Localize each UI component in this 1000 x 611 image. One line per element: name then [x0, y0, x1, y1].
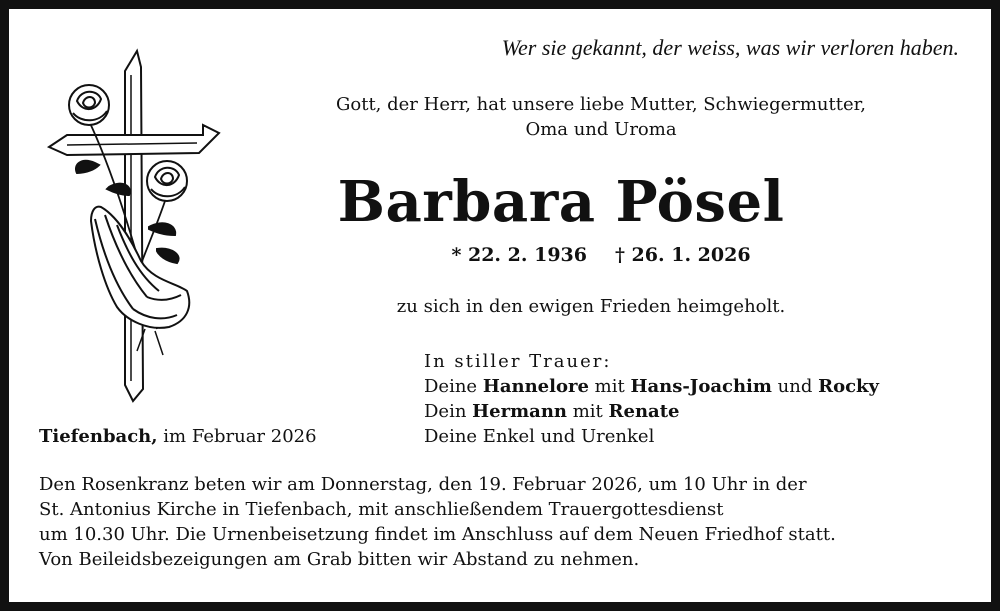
death-date: † 26. 1. 2026: [615, 244, 751, 266]
intro-text: [281, 92, 921, 142]
mourner-connector: mit: [572, 401, 603, 422]
mourners-heading: In stiller Trauer:: [424, 351, 612, 372]
mourner-name: Renate: [608, 401, 680, 422]
mourner-name: Hans-Joachim: [630, 376, 772, 397]
mourners-list: [424, 349, 879, 449]
mourners-line-1: [424, 374, 879, 399]
cross-roses-praying-hands-icon: [37, 39, 237, 409]
mourner-name: Hermann: [472, 401, 567, 422]
service-notice: [39, 472, 984, 572]
place-town: Tiefenbach,: [39, 426, 158, 447]
place-month: im Februar 2026: [163, 426, 317, 447]
life-dates: [281, 244, 921, 266]
mourner-connector: und: [777, 376, 813, 397]
motto-quote: Wer sie gekannt, der weiss, was wir verloren haben.: [501, 35, 959, 60]
place-and-date: [39, 426, 317, 447]
mourner-connector: mit: [594, 376, 625, 397]
mourner-name: Hannelore: [482, 376, 589, 397]
notice-line: um 10.30 Uhr. Die Urnenbeisetzung findet im Anschluss auf dem Neuen Friedhof statt.: [39, 524, 836, 545]
birth-date: * 22. 2. 1936: [451, 244, 587, 266]
notice-line: St. Antonius Kirche in Tiefenbach, mit anschließendem Trauergottesdienst: [39, 499, 724, 520]
mourners-line-3: Deine Enkel und Urenkel: [424, 426, 655, 447]
mourner-prefix: Dein: [424, 401, 467, 422]
notice-line: Den Rosenkranz beten wir am Donnerstag, den 19. Februar 2026, um 10 Uhr in der: [39, 474, 807, 495]
intro-line-2: Oma und Uroma: [525, 119, 677, 140]
mourner-name: Rocky: [818, 376, 879, 397]
intro-line-1: Gott, der Herr, hat unsere liebe Mutter, Schwiegermutter,: [336, 94, 866, 115]
mourner-prefix: Deine: [424, 376, 478, 397]
called-home-text: zu sich in den ewigen Frieden heimgeholt.: [396, 296, 786, 317]
notice-line: Von Beileidsbezeigungen am Grab bitten wir Abstand zu nehmen.: [39, 549, 640, 570]
mourners-line-2: [424, 399, 879, 424]
deceased-name: Barbara Pösel: [337, 169, 785, 235]
